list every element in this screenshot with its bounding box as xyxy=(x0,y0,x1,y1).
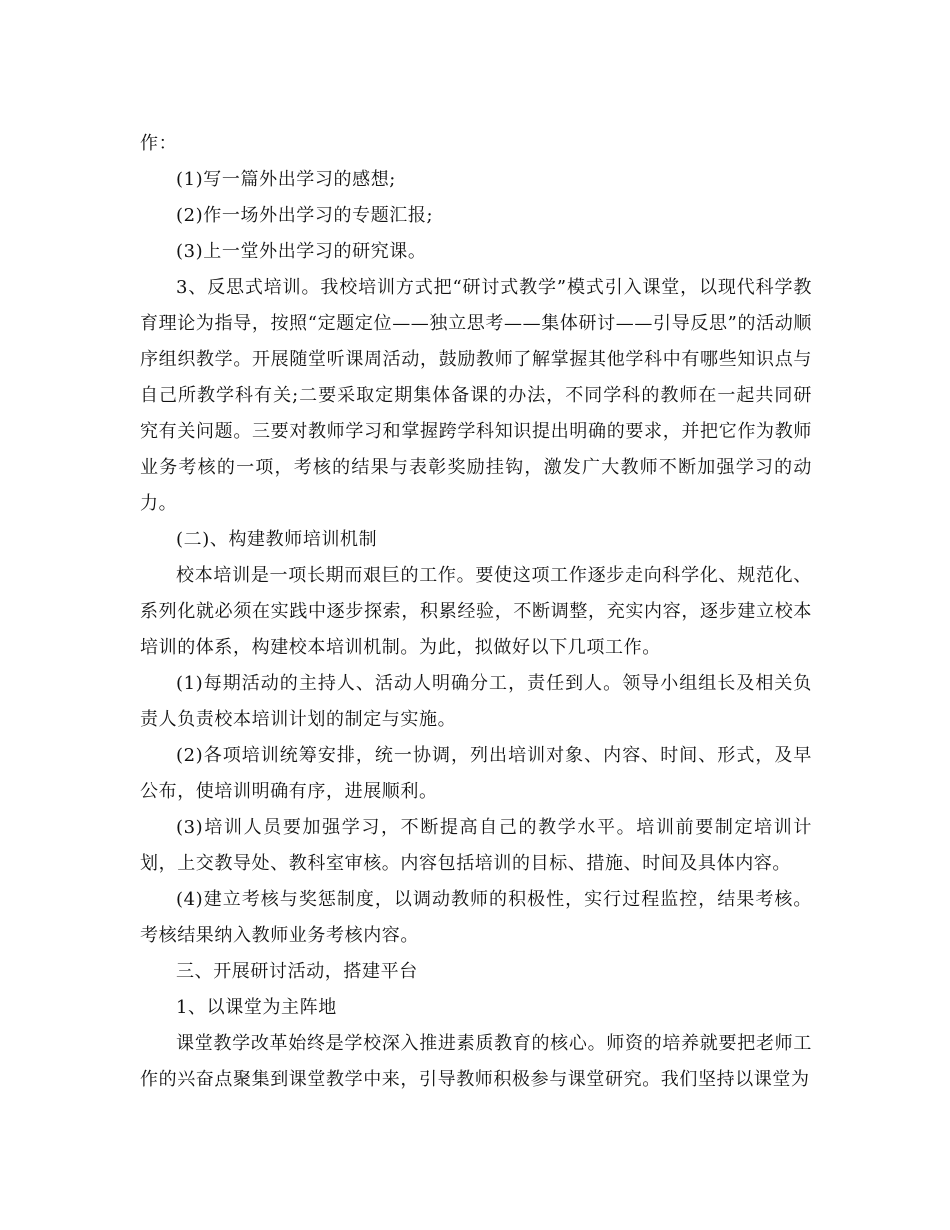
section-heading-research-activities: 三、开展研讨活动，搭建平台 xyxy=(176,961,418,982)
paragraph-item-3-lesson: (3)上一堂外出学习的研究课。 xyxy=(176,241,427,262)
paragraph-mechanism-item-3: (3)培训人员要加强学习，不断提高自己的教学水平。培训前要制定培训计划，上交教导处、教科室审核。内容包括培训的目标、措施、时间及具体内容。 xyxy=(140,817,812,874)
section-heading-training-mechanism: (二)、构建教师培训机制 xyxy=(176,529,378,550)
subheading-classroom-main-position: 1、以课堂为主阵地 xyxy=(176,997,337,1018)
document-body xyxy=(140,126,812,1098)
paragraph-school-training-intro: 校本培训是一项长期而艰巨的工作。要使这项工作逐步走向科学化、规范化、系列化就必须在实践中逐步探索，积累经验，不断调整，充实内容，逐步建立校本培训的体系，构建校本培训机制。为此，拟做好以下几项工作。 xyxy=(140,565,812,658)
paragraph-mechanism-item-2: (2)各项培训统筹安排，统一协调，列出培训对象、内容、时间、形式，及早公布，使培训明确有序，进展顺利。 xyxy=(140,745,812,802)
paragraph-classroom-reform: 课堂教学改革始终是学校深入推进素质教育的核心。师资的培养就要把老师工作的兴奋点聚集到课堂教学中来，引导教师积极参与课堂研究。我们坚持以课堂为 xyxy=(140,1033,812,1090)
paragraph-mechanism-item-1: (1)每期活动的主持人、活动人明确分工，责任到人。领导小组组长及相关负责人负责校本培训计划的制定与实施。 xyxy=(140,673,812,730)
paragraph-item-2-report: (2)作一场外出学习的专题汇报; xyxy=(176,205,434,226)
paragraph-continuation: 作： xyxy=(140,133,178,154)
paragraph-mechanism-item-4: (4)建立考核与奖惩制度，以调动教师的积极性，实行过程监控，结果考核。考核结果纳入教师业务考核内容。 xyxy=(140,889,812,946)
paragraph-reflective-training: 3、反思式培训。我校培训方式把“研讨式教学”模式引入课堂，以现代科学教育理论为指导，按照“定题定位——独立思考——集体研讨——引导反思”的活动顺序组织教学。开展随堂听课周活动，鼓励教师了解掌握其他学科中有哪些知识点与自己所教学科有关;二要采取定期集体备课的办法，不同学科的教师在一起共同研究有关问题。三要对教师学习和掌握跨学科知识提出明确的要求，并把它作为教师业务考核的一项，考核的结果与表彰奖励挂钩，激发广大教师不断加强学习的动力。 xyxy=(140,277,812,514)
paragraph-item-1-reflection: (1)写一篇外出学习的感想; xyxy=(176,169,396,190)
